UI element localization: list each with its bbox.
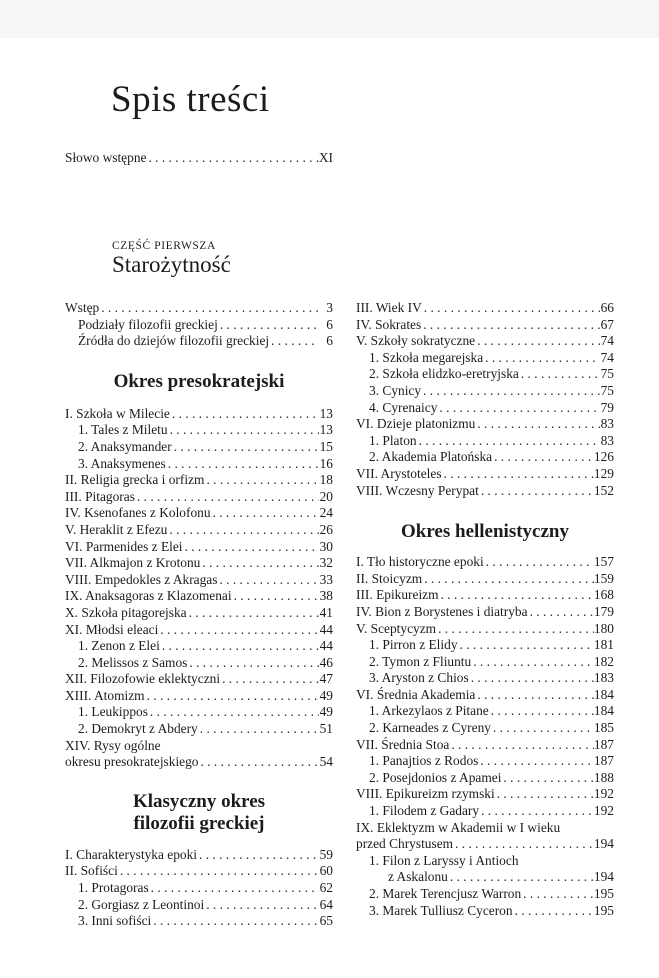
toc-entry bbox=[356, 654, 614, 671]
toc-entry bbox=[356, 366, 614, 383]
toc-entry bbox=[65, 456, 333, 473]
leader-dots bbox=[458, 637, 594, 654]
toc-entry bbox=[65, 754, 333, 771]
leader-dots bbox=[471, 654, 594, 671]
entry-label: VIII. Wczesny Perypat bbox=[356, 482, 479, 498]
entry-label: 2. Melissos z Samos bbox=[78, 654, 188, 670]
entry-label: IV. Sokrates bbox=[356, 316, 422, 332]
entry-page: 44 bbox=[319, 621, 333, 637]
toc-entry bbox=[356, 803, 614, 820]
entry-page: 194 bbox=[593, 836, 614, 852]
entry-label: 1. Szkoła megarejska bbox=[369, 349, 484, 365]
leader-dots bbox=[483, 350, 600, 367]
leader-dots bbox=[172, 439, 319, 456]
entry-page: 195 bbox=[593, 902, 614, 918]
toc-entry bbox=[356, 820, 614, 837]
toc-entry bbox=[356, 300, 614, 317]
leader-dots bbox=[187, 655, 319, 672]
classical-continued-entries bbox=[356, 300, 614, 499]
entry-label: 1. Filon z Laryssy i Antioch bbox=[369, 852, 519, 868]
entry-page: XI bbox=[318, 150, 333, 165]
entry-page: 183 bbox=[593, 670, 614, 686]
leader-dots bbox=[436, 621, 594, 638]
leader-dots bbox=[417, 433, 600, 450]
entry-label: 1. Leukippos bbox=[78, 704, 148, 720]
entry-page: 24 bbox=[319, 505, 333, 521]
entry-label: I. Szkoła w Milecie bbox=[65, 405, 170, 421]
entry-label: III. Pitagoras bbox=[65, 488, 135, 504]
entry-label: 2. Akademia Platońska bbox=[369, 449, 493, 465]
entry-page: 20 bbox=[319, 488, 333, 504]
entry-page: 66 bbox=[600, 300, 614, 315]
toc-entry bbox=[65, 422, 333, 439]
toc-entry bbox=[65, 880, 333, 897]
toc-entry bbox=[356, 400, 614, 417]
entry-page: 168 bbox=[593, 587, 614, 603]
entry-label: 3. Anaksymenes bbox=[78, 455, 166, 471]
toc-entry bbox=[65, 605, 333, 622]
entry-label: 2. Gorgiasz z Leontinoi bbox=[78, 896, 205, 912]
entry-label: VIII. Empedokles z Akragas bbox=[65, 571, 218, 587]
entry-page: 180 bbox=[593, 620, 614, 636]
entry-label: II. Religia grecka i orfizm bbox=[65, 472, 205, 488]
entry-page: 15 bbox=[319, 438, 333, 454]
toc-entry bbox=[356, 670, 614, 687]
entry-page: 83 bbox=[600, 432, 614, 448]
leader-dots bbox=[168, 422, 319, 439]
leader-dots bbox=[160, 638, 319, 655]
entry-page: 30 bbox=[319, 538, 333, 554]
toc-entry bbox=[356, 903, 614, 920]
entry-page: 179 bbox=[593, 603, 614, 619]
toc-entry bbox=[356, 853, 614, 870]
entry-label: 3. Aryston z Chios bbox=[369, 670, 469, 686]
toc-entry bbox=[65, 847, 333, 864]
entry-page: 18 bbox=[319, 472, 333, 488]
entry-page: 182 bbox=[593, 653, 614, 669]
leader-dots bbox=[421, 317, 600, 334]
toc-entry bbox=[356, 383, 614, 400]
entry-page: 184 bbox=[593, 686, 614, 702]
toc-entry bbox=[65, 622, 333, 639]
toc-entry bbox=[65, 333, 333, 350]
leader-dots bbox=[198, 721, 319, 738]
entry-page: 33 bbox=[319, 571, 333, 587]
entry-page: 49 bbox=[319, 704, 333, 720]
entry-label: VIII. Epikureizm rzymski bbox=[356, 786, 495, 802]
leader-dots bbox=[492, 449, 594, 466]
toc-entry bbox=[356, 703, 614, 720]
toc-entry bbox=[65, 539, 333, 556]
entry-page: 152 bbox=[593, 482, 614, 498]
entry-page: 192 bbox=[593, 803, 614, 819]
entry-page: 187 bbox=[593, 736, 614, 752]
entry-page: 185 bbox=[593, 720, 614, 736]
entry-label: X. Szkoła pitagorejska bbox=[65, 604, 187, 620]
entry-page: 157 bbox=[593, 554, 614, 570]
leader-dots bbox=[513, 903, 594, 920]
entry-page: 6 bbox=[326, 333, 333, 349]
leader-dots bbox=[199, 754, 320, 771]
toc-entry bbox=[65, 688, 333, 705]
toc-column-left bbox=[65, 300, 333, 930]
leader-dots bbox=[475, 333, 600, 350]
presocratic-entries bbox=[65, 406, 333, 771]
entry-label: 2. Tymon z Fliuntu bbox=[369, 653, 472, 669]
entry-label: IX. Anaksagoras z Klazomenai bbox=[65, 588, 232, 604]
toc-entry bbox=[356, 770, 614, 787]
leader-dots bbox=[183, 539, 319, 556]
section-title-hellenistic: Okres hellenistyczny bbox=[400, 521, 569, 543]
entry-page: 126 bbox=[593, 449, 614, 465]
toc-entry bbox=[356, 350, 614, 367]
entry-page: 188 bbox=[593, 769, 614, 785]
toc-entry bbox=[65, 472, 333, 489]
entry-label: XIII. Atomizm bbox=[65, 687, 145, 703]
entry-label: 1. Zenon z Elei bbox=[78, 638, 160, 654]
leader-dots bbox=[521, 886, 594, 903]
entry-page: 159 bbox=[593, 570, 614, 586]
entry-page: 129 bbox=[593, 465, 614, 481]
toc-entry bbox=[356, 687, 614, 704]
leader-dots bbox=[200, 555, 319, 572]
entry-label: 3. Marek Tulliusz Cyceron bbox=[369, 902, 513, 918]
toc-entry bbox=[356, 416, 614, 433]
entry-label: 2. Szkoła elidzko-eretryjska bbox=[369, 366, 519, 382]
entry-page: 13 bbox=[319, 405, 333, 421]
toc-entry bbox=[356, 483, 614, 500]
leader-dots bbox=[146, 150, 318, 167]
entry-page: 38 bbox=[319, 588, 333, 604]
leader-dots bbox=[148, 704, 319, 721]
toc-entry bbox=[356, 604, 614, 621]
entry-page: 51 bbox=[319, 721, 333, 737]
entry-label: XI. Młodsi eleaci bbox=[65, 621, 159, 637]
leader-dots bbox=[135, 489, 319, 506]
section-title-classical-line2: filozofii greckiej bbox=[133, 812, 265, 834]
toc-entry bbox=[356, 753, 614, 770]
entry-label: Wstęp bbox=[65, 300, 100, 315]
entry-label: 1. Pirron z Elidy bbox=[369, 637, 458, 653]
entry-page: 64 bbox=[319, 896, 333, 912]
entry-label: V. Szkoły sokratyczne bbox=[356, 333, 476, 349]
entry-label: 1. Tales z Miletu bbox=[78, 422, 168, 438]
entry-page: 60 bbox=[319, 863, 333, 879]
toc-entry bbox=[65, 913, 333, 930]
part-label: CZĘŚĆ PIERWSZA bbox=[112, 240, 216, 252]
leader-dots bbox=[484, 554, 594, 571]
intro-entries bbox=[65, 300, 333, 350]
leader-dots bbox=[501, 770, 593, 787]
entry-label: IX. Eklektyzm w Akademii w I wieku bbox=[356, 819, 561, 835]
entry-page: 79 bbox=[600, 399, 614, 415]
entry-label: IV. Bion z Borystenes i diatryba bbox=[356, 603, 528, 619]
entry-page: 184 bbox=[593, 703, 614, 719]
entry-label: 1. Filodem z Gadary bbox=[369, 803, 480, 819]
leader-dots bbox=[475, 416, 600, 433]
entry-page: 47 bbox=[319, 671, 333, 687]
entry-label: 1. Platon bbox=[369, 432, 417, 448]
entry-label: II. Sofiści bbox=[65, 863, 118, 879]
entry-label: Źródła do dziejów filozofii greckiej bbox=[78, 333, 270, 349]
toc-entry bbox=[356, 317, 614, 334]
toc-entry bbox=[356, 449, 614, 466]
toc-entry bbox=[356, 621, 614, 638]
entry-label: 4. Cyrenaicy bbox=[369, 399, 438, 415]
leader-dots bbox=[220, 671, 319, 688]
toc-entry bbox=[65, 505, 333, 522]
leader-dots bbox=[439, 587, 594, 604]
entry-page: 75 bbox=[600, 366, 614, 382]
entry-page: 74 bbox=[600, 333, 614, 349]
entry-label: 1. Protagoras bbox=[78, 880, 149, 896]
entry-label: I. Charakterystyka epoki bbox=[65, 846, 198, 862]
entry-label: 2. Anaksymander bbox=[78, 438, 172, 454]
toc-entry bbox=[356, 869, 614, 886]
toc-entry bbox=[356, 786, 614, 803]
leader-dots bbox=[495, 786, 594, 803]
entry-label: 2. Karneades z Cyreny bbox=[369, 720, 491, 736]
toc-entry bbox=[65, 439, 333, 456]
toc-entry bbox=[65, 150, 333, 167]
leader-dots bbox=[197, 847, 319, 864]
leader-dots bbox=[217, 572, 319, 589]
toc-entry bbox=[65, 738, 333, 755]
entry-page: 67 bbox=[600, 316, 614, 332]
entry-label: VI. Średnia Akademia bbox=[356, 686, 476, 702]
leader-dots bbox=[448, 869, 594, 886]
entry-label: VI. Parmenides z Elei bbox=[65, 538, 183, 554]
entry-label: IV. Ksenofanes z Kolofonu bbox=[65, 505, 211, 521]
leader-dots bbox=[422, 571, 594, 588]
entry-label: 2. Demokryt z Abdery bbox=[78, 721, 198, 737]
leader-dots bbox=[449, 737, 594, 754]
page-title: Spis treści bbox=[111, 79, 270, 120]
toc-entry bbox=[65, 655, 333, 672]
entry-page: 44 bbox=[319, 638, 333, 654]
toc-entry bbox=[356, 836, 614, 853]
entry-page: 3 bbox=[326, 300, 333, 315]
leader-dots bbox=[478, 753, 594, 770]
page-top-shade bbox=[0, 0, 659, 38]
entry-page: 54 bbox=[319, 754, 333, 770]
entry-label: 2. Posejdonios z Apamei bbox=[369, 769, 502, 785]
leader-dots bbox=[232, 588, 319, 605]
toc-entry bbox=[356, 886, 614, 903]
entry-label: V. Heraklit z Efezu bbox=[65, 521, 168, 537]
leader-dots bbox=[442, 466, 594, 483]
entry-label: III. Epikureizm bbox=[356, 587, 439, 603]
leader-dots bbox=[211, 505, 319, 522]
foreword-entry bbox=[65, 150, 333, 167]
leader-dots bbox=[528, 604, 594, 621]
leader-dots bbox=[479, 803, 594, 820]
entry-page: 187 bbox=[593, 753, 614, 769]
entry-label: VI. Dzieje platonizmu bbox=[356, 416, 476, 432]
entry-page: 194 bbox=[593, 869, 614, 885]
entry-label: III. Wiek IV bbox=[356, 300, 422, 315]
entry-page: 6 bbox=[326, 316, 333, 332]
entry-page: 49 bbox=[319, 687, 333, 703]
entry-label: I. Tło historyczne epoki bbox=[356, 554, 484, 570]
entry-page: 26 bbox=[319, 521, 333, 537]
entry-label: VII. Arystoteles bbox=[356, 465, 442, 481]
leader-dots bbox=[170, 406, 319, 423]
entry-page: 192 bbox=[593, 786, 614, 802]
leader-dots bbox=[149, 880, 319, 897]
entry-page: 75 bbox=[600, 382, 614, 398]
toc-entry bbox=[356, 637, 614, 654]
toc-entry bbox=[65, 522, 333, 539]
leader-dots bbox=[479, 483, 594, 500]
toc-entry bbox=[356, 587, 614, 604]
leader-dots bbox=[469, 670, 594, 687]
leader-dots bbox=[453, 836, 594, 853]
toc-entry bbox=[65, 721, 333, 738]
entry-page: 65 bbox=[319, 913, 333, 929]
entry-label: II. Stoicyzm bbox=[356, 570, 423, 586]
entry-label: Podziały filozofii greckiej bbox=[78, 316, 218, 332]
toc-entry bbox=[65, 638, 333, 655]
entry-page: 195 bbox=[593, 886, 614, 901]
entry-page: 46 bbox=[319, 654, 333, 670]
entry-label: 3. Inni sofiści bbox=[78, 913, 152, 929]
entry-label: przed Chrystusem bbox=[356, 836, 454, 852]
entry-page: 74 bbox=[600, 349, 614, 365]
toc-entry bbox=[356, 333, 614, 350]
entry-label: XII. Filozofowie eklektyczni bbox=[65, 671, 221, 687]
entry-page: 62 bbox=[319, 880, 333, 896]
toc-entry bbox=[65, 704, 333, 721]
toc-entry bbox=[356, 720, 614, 737]
toc-entry bbox=[65, 588, 333, 605]
entry-label: z Askalonu bbox=[388, 869, 448, 885]
entry-label: VII. Alkmajon z Krotonu bbox=[65, 555, 201, 571]
leader-dots bbox=[491, 720, 594, 737]
toc-entry bbox=[65, 671, 333, 688]
classical-entries bbox=[65, 847, 333, 930]
toc-entry bbox=[65, 572, 333, 589]
toc-entry bbox=[65, 406, 333, 423]
toc-entry bbox=[356, 466, 614, 483]
toc-entry bbox=[65, 489, 333, 506]
part-title: Starożytność bbox=[112, 252, 231, 277]
entry-page: 181 bbox=[593, 637, 614, 653]
leader-dots bbox=[437, 400, 600, 417]
leader-dots bbox=[218, 317, 319, 334]
toc-entry bbox=[65, 300, 333, 317]
leader-dots bbox=[118, 863, 319, 880]
entry-label: VII. Średnia Stoa bbox=[356, 736, 450, 752]
toc-entry bbox=[356, 737, 614, 754]
entry-page: 13 bbox=[319, 422, 333, 438]
leader-dots bbox=[151, 913, 319, 930]
entry-label: 1. Arkezylaos z Pitane bbox=[369, 703, 489, 719]
leader-dots bbox=[519, 366, 600, 383]
entry-label: 3. Cynicy bbox=[369, 382, 422, 398]
toc-entry bbox=[65, 555, 333, 572]
leader-dots bbox=[269, 333, 319, 350]
entry-label: Słowo wstępne bbox=[65, 150, 147, 165]
toc-entry bbox=[356, 571, 614, 588]
leader-dots bbox=[204, 472, 319, 489]
entry-label: XIV. Rysy ogólne bbox=[65, 737, 161, 753]
entry-page: 41 bbox=[319, 604, 333, 620]
leader-dots bbox=[99, 300, 319, 317]
entry-label: V. Sceptycyzm bbox=[356, 620, 437, 636]
toc-entry bbox=[65, 897, 333, 914]
leader-dots bbox=[489, 703, 594, 720]
leader-dots bbox=[204, 897, 319, 914]
toc-column-right bbox=[356, 300, 614, 919]
section-title-classical-line1: Klasyczny okres bbox=[132, 790, 266, 812]
entry-label: 2. Marek Terencjusz Warron bbox=[369, 886, 522, 901]
leader-dots bbox=[421, 383, 600, 400]
leader-dots bbox=[158, 622, 319, 639]
leader-dots bbox=[475, 687, 594, 704]
toc-entry bbox=[356, 554, 614, 571]
leader-dots bbox=[166, 456, 319, 473]
entry-page: 83 bbox=[600, 416, 614, 432]
entry-label: 1. Panajtios z Rodos bbox=[369, 753, 479, 769]
section-title-presocratic: Okres presokratejski bbox=[113, 370, 285, 392]
toc-entry bbox=[356, 433, 614, 450]
entry-page: 32 bbox=[319, 555, 333, 571]
entry-label: okresu presokratejskiego bbox=[65, 754, 199, 770]
leader-dots bbox=[187, 605, 319, 622]
entry-page: 16 bbox=[319, 455, 333, 471]
toc-entry bbox=[65, 317, 333, 334]
leader-dots bbox=[167, 522, 319, 539]
toc-entry bbox=[65, 863, 333, 880]
entry-page: 59 bbox=[319, 846, 333, 862]
hellenistic-entries bbox=[356, 554, 614, 919]
leader-dots bbox=[145, 688, 319, 705]
leader-dots bbox=[422, 300, 600, 317]
